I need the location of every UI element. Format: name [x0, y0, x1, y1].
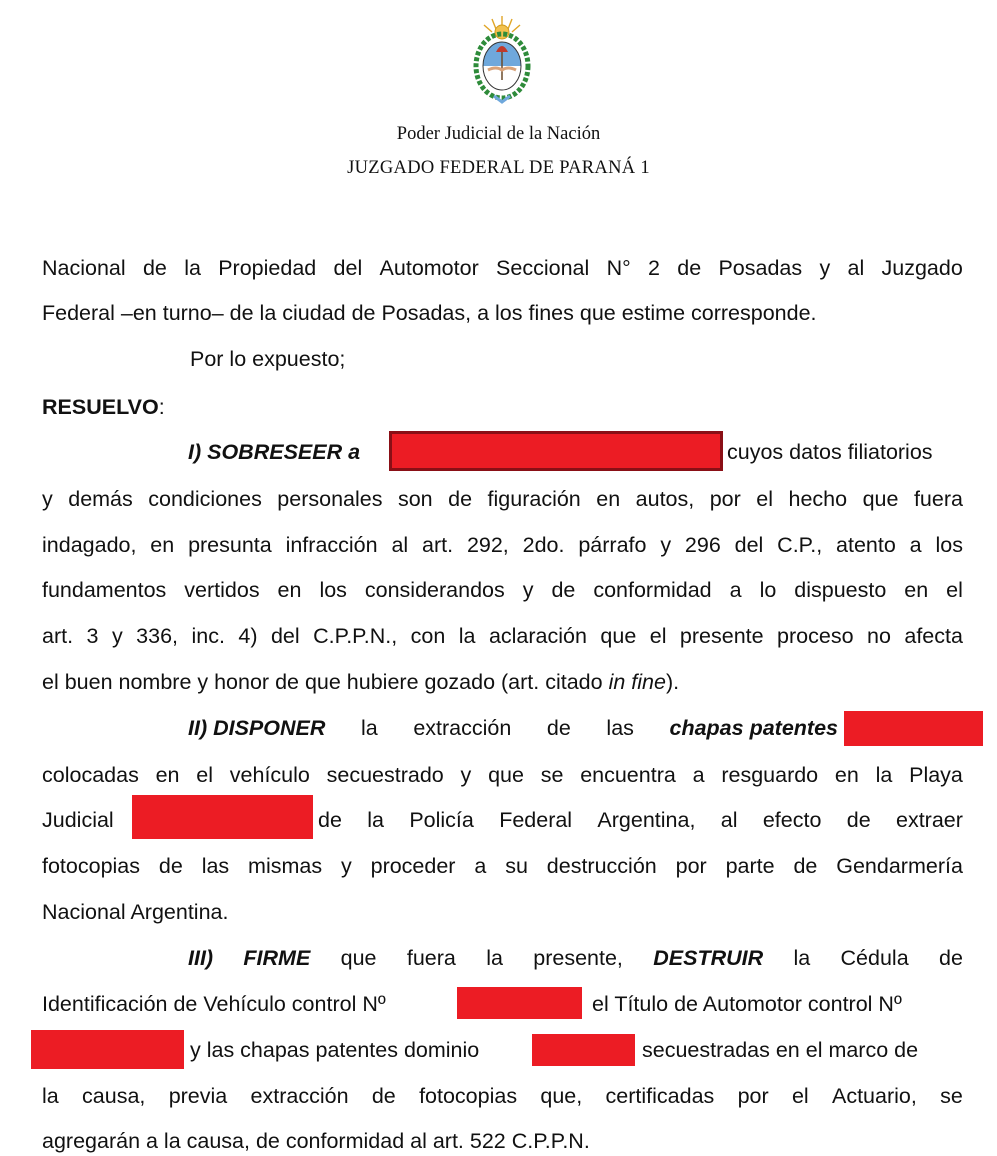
word: se — [940, 1084, 963, 1108]
word: en — [150, 533, 175, 557]
word: presunta — [188, 533, 272, 557]
word: se — [540, 763, 564, 787]
text-line: el Título de Automotor control Nº — [592, 992, 902, 1016]
text-line — [42, 1081, 963, 1111]
word: que — [488, 763, 524, 787]
word: vertidos — [184, 578, 260, 602]
text-line — [42, 484, 963, 514]
redaction-titulo-number — [31, 1030, 184, 1069]
argentina-coat-of-arms-icon — [470, 14, 534, 108]
word: de — [677, 256, 702, 280]
word: de — [371, 1084, 396, 1108]
word: Seccional — [496, 256, 590, 280]
word: por — [737, 1084, 769, 1108]
word: los — [935, 533, 963, 557]
word: y — [819, 256, 831, 280]
word: de — [793, 854, 818, 878]
text-line — [318, 805, 963, 835]
word: DESTRUIR — [653, 946, 764, 970]
redaction-plates — [844, 711, 983, 746]
word: a — [729, 578, 742, 602]
word: 2 — [647, 256, 660, 280]
word: al — [847, 256, 865, 280]
word: C.P., — [777, 533, 823, 557]
word: y — [522, 578, 534, 602]
resuelvo-heading: RESUELVO — [42, 395, 159, 419]
word: Juzgado — [881, 256, 963, 280]
word: destrucción — [546, 854, 657, 878]
word: demás — [68, 487, 133, 511]
word: la — [875, 763, 893, 787]
word: que — [862, 487, 899, 511]
word: por — [709, 487, 741, 511]
text-line: secuestradas en el marco de — [642, 1038, 919, 1062]
word: en — [596, 487, 621, 511]
word: inc. — [191, 624, 225, 648]
word: la — [367, 808, 384, 832]
word: efecto — [762, 808, 822, 832]
word: Playa — [909, 763, 963, 787]
word: y — [460, 763, 472, 787]
word: fuera — [913, 487, 963, 511]
word: Actuario, — [831, 1084, 917, 1108]
word: Policía — [409, 808, 474, 832]
word: resguardo — [721, 763, 819, 787]
word: art. — [42, 624, 74, 648]
word: aclaración — [488, 624, 587, 648]
word: y — [42, 487, 53, 511]
word: figuración — [487, 487, 581, 511]
word: mismas — [248, 854, 323, 878]
word: de — [939, 946, 963, 970]
word: a — [692, 763, 705, 787]
word: su — [505, 854, 528, 878]
word: Argentina, — [597, 808, 696, 832]
word: a — [909, 533, 922, 557]
text-line: el buen nombre y honor de que hubiere gozado (art. citado in fine). — [42, 670, 680, 694]
word: en — [155, 763, 180, 787]
word: fotocopias — [419, 1084, 518, 1108]
word: parte — [725, 854, 775, 878]
word: dispuesto — [794, 578, 887, 602]
word: las — [201, 854, 230, 878]
word: la — [458, 624, 476, 648]
court-name: Poder Judicial de la Nación — [396, 124, 601, 144]
word: certificadas — [605, 1084, 715, 1108]
word: 4) — [238, 624, 258, 648]
word: en — [834, 763, 859, 787]
word: secuestrado — [326, 763, 444, 787]
word: de — [551, 578, 576, 602]
text-line — [42, 851, 963, 881]
redaction-dominio — [532, 1034, 635, 1066]
word: los — [319, 578, 347, 602]
word: proceder — [370, 854, 456, 878]
text-line: cuyos datos filiatorios — [727, 440, 933, 464]
word: del — [333, 256, 363, 280]
word: Posadas — [718, 256, 803, 280]
text-line — [42, 621, 963, 651]
word: presente, — [533, 946, 623, 970]
text-line: y las chapas patentes dominio — [190, 1038, 480, 1062]
text-line: Identificación de Vehículo control Nº — [42, 992, 386, 1016]
word: fuera — [406, 946, 456, 970]
word: fotocopias — [42, 854, 141, 878]
word: por — [675, 854, 707, 878]
word: párrafo — [578, 533, 647, 557]
word: C.P.P.N., — [313, 624, 398, 648]
word: afecta — [904, 624, 963, 648]
text-line — [42, 530, 963, 560]
word: Federal — [499, 808, 573, 832]
word: con — [410, 624, 446, 648]
text-line: agregarán a la causa, de conformidad al art. 522 C.P.P.N. — [42, 1129, 590, 1153]
word: y — [660, 533, 672, 557]
redaction-location — [132, 795, 313, 839]
word: Propiedad — [218, 256, 317, 280]
word: causa, — [82, 1084, 146, 1108]
word: FIRME — [243, 946, 311, 970]
word: que, — [540, 1084, 583, 1108]
word: de — [846, 808, 871, 832]
word: Automotor — [379, 256, 479, 280]
text-line: RESUELVO: — [42, 395, 165, 419]
word: 292, — [466, 533, 509, 557]
word: en — [277, 578, 302, 602]
word: al — [391, 533, 409, 557]
court-title: JUZGADO FEDERAL DE PARANÁ 1 — [347, 158, 650, 178]
word: extracción — [250, 1084, 349, 1108]
text-line: II) DISPONER la extracción de las chapas patentes — [188, 716, 838, 740]
word: que — [340, 946, 377, 970]
word: de — [448, 487, 473, 511]
word: Gendarmería — [836, 854, 963, 878]
text-line — [42, 760, 963, 790]
word: presente — [679, 624, 764, 648]
word: fundamentos — [42, 578, 167, 602]
word: el — [196, 763, 214, 787]
word: el — [791, 1084, 809, 1108]
text-line — [42, 575, 963, 605]
word: infracción — [285, 533, 378, 557]
word: colocadas — [42, 763, 139, 787]
word: el — [946, 578, 963, 602]
word: 3 — [86, 624, 99, 648]
word: 336, — [136, 624, 179, 648]
word: de — [142, 256, 167, 280]
text-line — [42, 253, 963, 283]
redaction-name — [389, 431, 723, 471]
word: proceso — [777, 624, 854, 648]
word: Cédula — [840, 946, 909, 970]
word: de — [158, 854, 183, 878]
word: no — [867, 624, 891, 648]
word: 2do. — [522, 533, 565, 557]
word: del — [270, 624, 300, 648]
word: personales — [277, 487, 383, 511]
word: indagado, — [42, 533, 137, 557]
word: de — [318, 808, 342, 832]
word: la — [42, 1084, 59, 1108]
word: condiciones — [148, 487, 262, 511]
word: que — [600, 624, 637, 648]
redaction-cedula-number — [457, 987, 582, 1019]
text-line: Nacional Argentina. — [42, 900, 229, 924]
word: hecho — [788, 487, 848, 511]
word: Nacional — [42, 256, 126, 280]
word: el — [649, 624, 667, 648]
word: a — [474, 854, 487, 878]
word: considerandos — [364, 578, 505, 602]
word: autos, — [635, 487, 695, 511]
word: en — [904, 578, 929, 602]
word: y — [111, 624, 123, 648]
word: la — [184, 256, 201, 280]
word: son — [397, 487, 433, 511]
word: art. — [422, 533, 454, 557]
word: N° — [606, 256, 631, 280]
word: atento — [836, 533, 896, 557]
text-line: Federal –en turno– de la ciudad de Posadas, a los fines que estime corresponde. — [42, 301, 817, 325]
word: extraer — [895, 808, 963, 832]
word: encuentra — [580, 763, 676, 787]
word: vehículo — [229, 763, 310, 787]
word: y — [340, 854, 352, 878]
text-line: Por lo expuesto; — [190, 347, 346, 371]
text-line: III) FIRME que fuera la presente, DESTRUIR la Cédula de — [188, 943, 963, 973]
word: la — [486, 946, 503, 970]
text-line: Judicial — [42, 808, 114, 832]
word: del — [734, 533, 764, 557]
word: al — [720, 808, 738, 832]
word: la — [793, 946, 811, 970]
word: previa — [168, 1084, 228, 1108]
text-line: I) SOBRESEER a — [188, 440, 361, 464]
word: conformidad — [593, 578, 712, 602]
word: el — [756, 487, 774, 511]
word: 296 — [684, 533, 721, 557]
word: lo — [759, 578, 777, 602]
